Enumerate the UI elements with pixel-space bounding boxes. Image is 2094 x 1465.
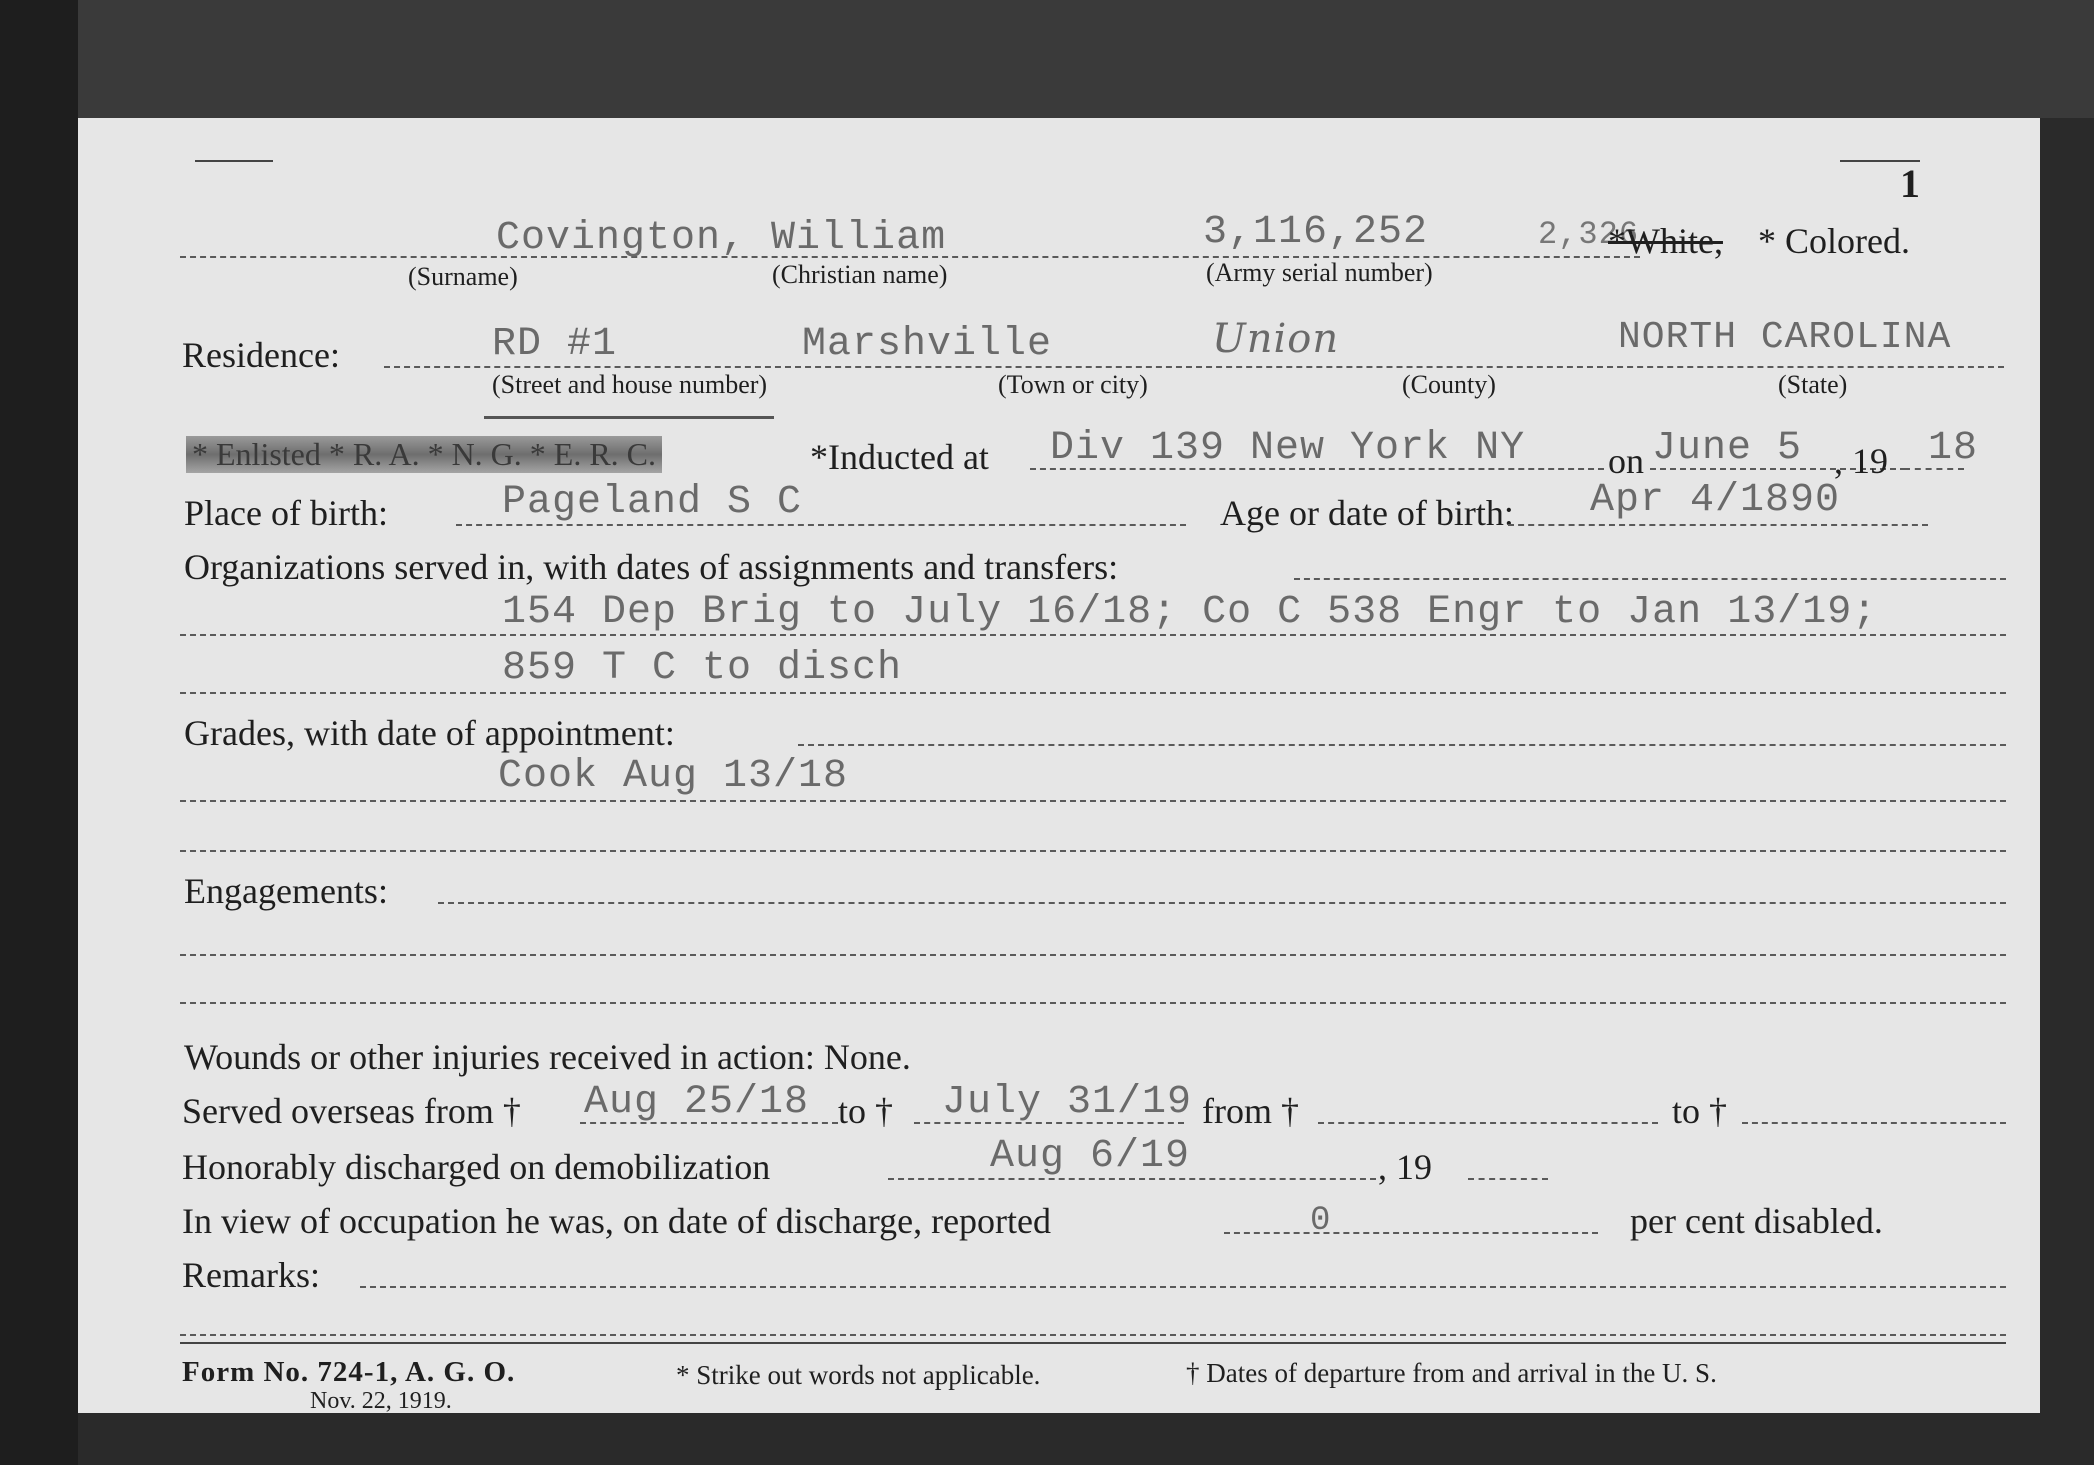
overseas-label: Served overseas from † (182, 1091, 521, 1131)
organizations-label: Organizations served in, with dates of assignments and transfers: (184, 547, 1119, 587)
caption-county: (County) (1402, 370, 1496, 399)
county-value: Union (1212, 316, 1340, 362)
inducted-year: 18 (1928, 426, 1979, 471)
colored-label: * Colored. (1758, 221, 1910, 261)
inducted-date: June 5 (1652, 426, 1803, 471)
discharge-label: Honorably discharged on demobilization (182, 1147, 771, 1187)
overseas-to2-line (1742, 1122, 2006, 1124)
place-of-birth-value: Pageland S C (502, 480, 803, 525)
enlist-rule (484, 416, 774, 419)
caption-street: (Street and house number) (492, 370, 768, 399)
caption-surname: (Surname) (408, 262, 518, 291)
engagements-line-2 (180, 1002, 2006, 1004)
remarks-line-0 (360, 1286, 2006, 1288)
grades-label: Grades, with date of appointment: (184, 713, 675, 753)
organizations-line-2 (180, 692, 2006, 694)
footer-rule (180, 1342, 2006, 1344)
overseas-to-label: to † (838, 1091, 894, 1131)
note-dates: † Dates of departure from and arrival in the U. S. (1186, 1358, 1717, 1388)
top-left-rule (195, 160, 273, 162)
engagements-line-0 (438, 902, 2006, 904)
grades-line-2 (180, 850, 2006, 852)
disability-label: In view of occupation he was, on date of discharge, reported (182, 1201, 1052, 1241)
residence-line (384, 366, 2004, 368)
organizations-line-0 (1294, 578, 2006, 580)
inducted-value: Div 139 New York NY (1050, 426, 1526, 471)
serial-extra: 2,326 (1538, 216, 1640, 253)
service-record-card (78, 118, 2040, 1413)
name-value: Covington, William (496, 216, 947, 261)
remarks-label: Remarks: (182, 1255, 320, 1295)
discharge-year-label: , 19 (1378, 1147, 1432, 1187)
street-value: RD #1 (492, 322, 618, 367)
form-number: Form No. 724-1, A. G. O. (182, 1356, 516, 1388)
serial-value: 3,116,252 (1203, 210, 1429, 255)
state-value: NORTH CAROLINA (1618, 316, 1952, 359)
discharge-date: Aug 6/19 (990, 1134, 1191, 1179)
overseas-from-value: Aug 25/18 (584, 1080, 810, 1125)
overseas-to2-label: to † (1672, 1091, 1728, 1131)
age-line (1508, 524, 1928, 526)
engagements-label: Engagements: (184, 871, 388, 911)
scan-background-top (0, 0, 2094, 118)
wounds-text: Wounds or other injuries received in action: None. (184, 1037, 911, 1077)
disability-line (1224, 1232, 1598, 1234)
organizations-value-1: 154 Dep Brig to July 16/18; Co C 538 Engr to Jan 13/19; (502, 590, 1878, 635)
card-number: 1 (1900, 161, 1920, 206)
caption-town: (Town or city) (998, 370, 1148, 399)
form-date: Nov. 22, 1919. (310, 1388, 452, 1414)
on-label: on (1608, 441, 1644, 481)
white-struck: *White, (1608, 221, 1723, 261)
inducted-label: *Inducted at (810, 437, 989, 477)
organizations-value-2: 859 T C to disch (502, 646, 903, 691)
overseas-from2-line (1318, 1122, 1658, 1124)
age-label: Age or date of birth: (1220, 493, 1514, 533)
grades-value: Cook Aug 13/18 (498, 754, 849, 799)
disability-value: 0 (1310, 1202, 1332, 1240)
place-of-birth-label: Place of birth: (184, 493, 388, 533)
grades-line-1 (180, 800, 2006, 802)
disability-suffix: per cent disabled. (1630, 1201, 1883, 1241)
engagements-line-1 (180, 954, 2006, 956)
enlisted-struck: * Enlisted * R. A. * N. G. * E. R. C. (186, 436, 662, 473)
scan-background-left (0, 0, 78, 1465)
discharge-year-line (1468, 1178, 1548, 1180)
note-strike: * Strike out words not applicable. (676, 1360, 1041, 1390)
overseas-from2-label: from † (1202, 1091, 1299, 1131)
remarks-line-1 (180, 1334, 2006, 1336)
grades-line-0 (798, 744, 2006, 746)
caption-christian: (Christian name) (772, 260, 948, 289)
residence-label: Residence: (182, 335, 340, 375)
overseas-to-value: July 31/19 (942, 1080, 1193, 1125)
year-prefix: , 19 (1834, 441, 1888, 481)
caption-serial: (Army serial number) (1206, 258, 1433, 287)
date-of-birth-value: Apr 4/1890 (1590, 478, 1841, 523)
caption-state: (State) (1778, 370, 1848, 399)
town-value: Marshville (802, 322, 1053, 367)
